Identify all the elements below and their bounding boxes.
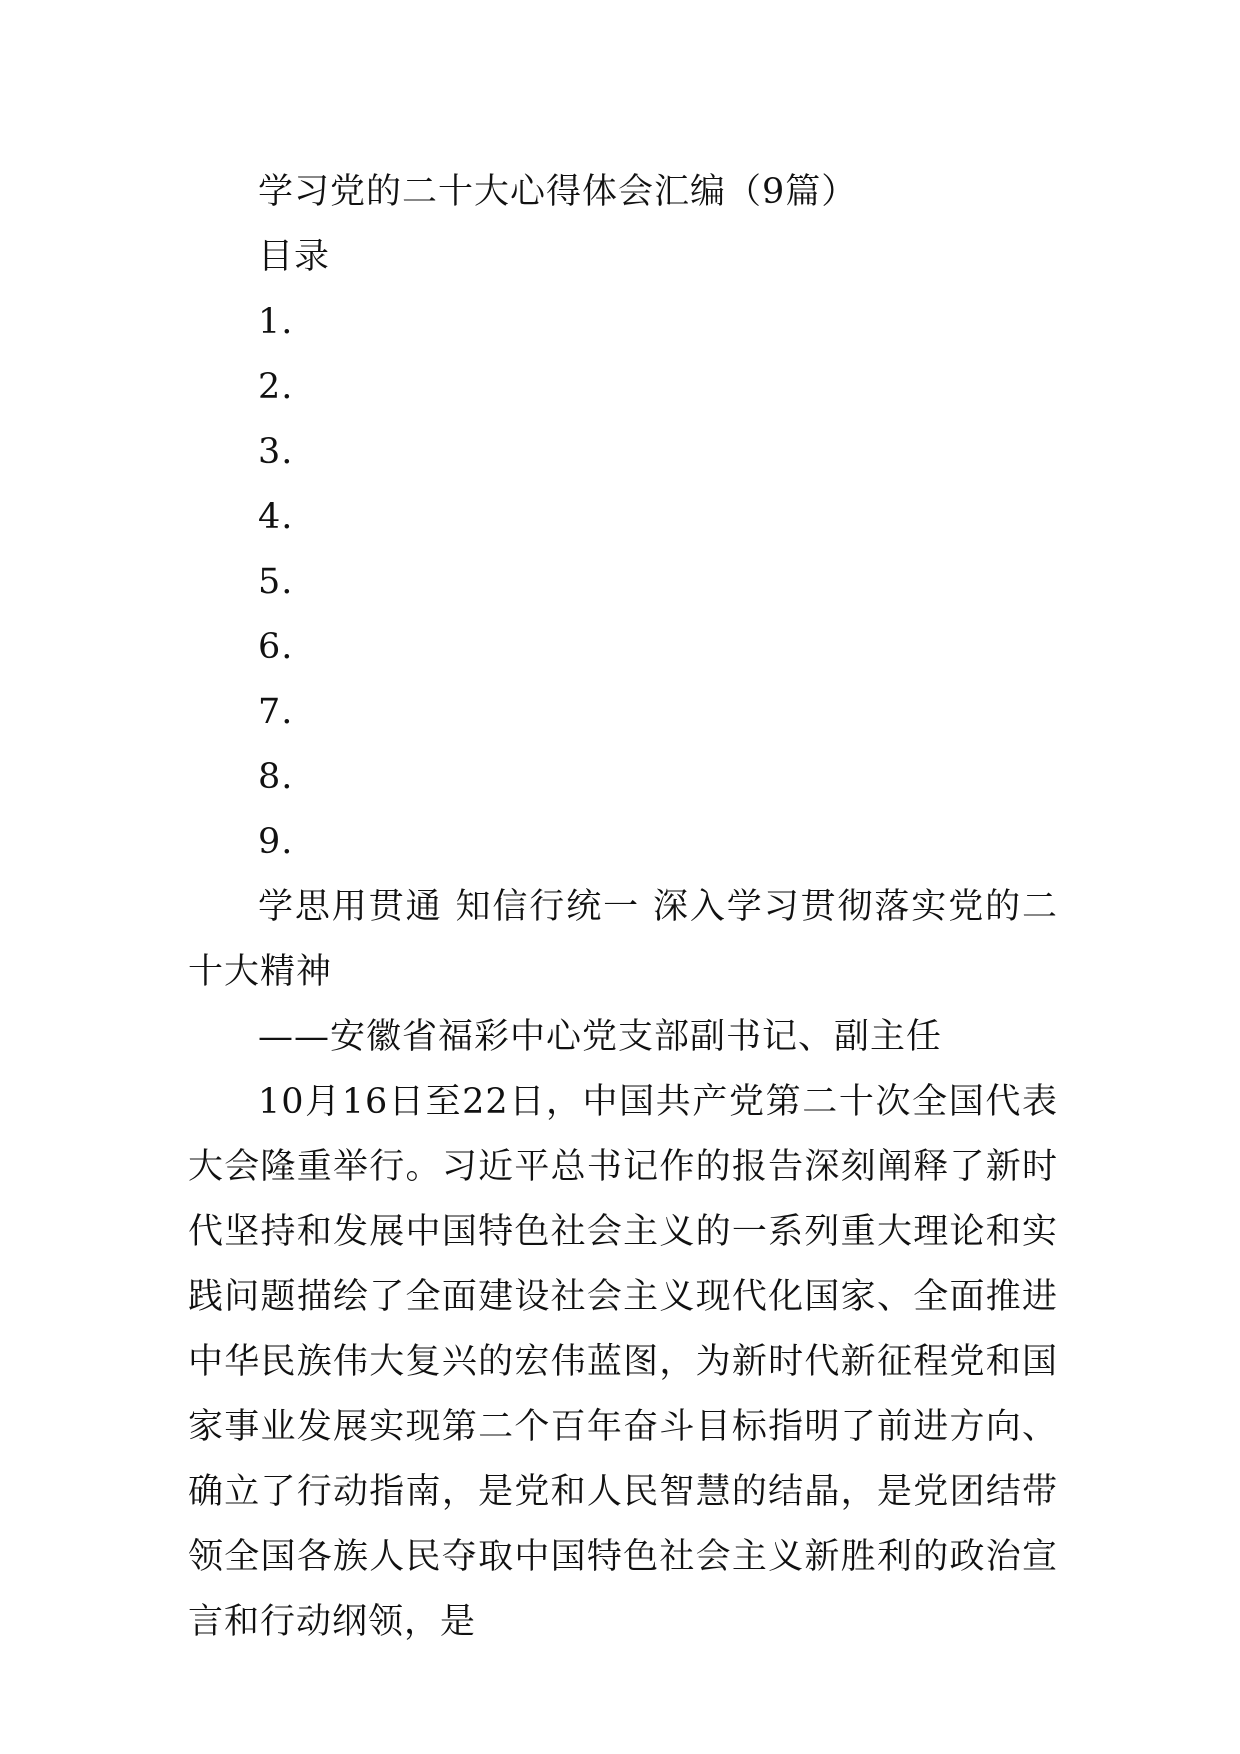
toc-item-6: 6.	[258, 627, 294, 667]
article-body: 10月16日至22日，中国共产党第二十次全国代表大会隆重举行。习近平总书记作的报告深刻阐释了新时代坚持和发展中国特色社会主义的一系列重大理论和实践问题描绘了全面建设社会主义现代化国家、全面推进中华民族伟大复兴的宏伟蓝图，为新时代新征程党和国家事业发展实现第二个百年奋斗目标指明了前进方向、确立了行动指南，是党和人民智慧的结晶，是党团结带领全国各族人民夺取中国特色社会主义新胜利的政治宣言和行动纲领，是	[188, 1082, 1058, 1642]
toc-item-4: 4.	[258, 497, 294, 537]
toc-item-3: 3.	[258, 432, 294, 472]
article-title: 学思用贯通 知信行统一 深入学习贯彻落实党的二十大精神	[188, 887, 1058, 992]
toc-item-1: 1.	[258, 302, 294, 342]
toc-heading: 目录	[258, 237, 331, 277]
toc-item-8: 8.	[258, 757, 294, 797]
toc-item-7: 7.	[258, 692, 294, 732]
toc-item-2: 2.	[258, 367, 294, 407]
document-page	[188, 160, 1058, 1655]
article-byline: ——安徽省福彩中心党支部副书记、副主任	[258, 1017, 943, 1057]
toc-item-9: 9.	[258, 822, 294, 862]
document-title: 学习党的二十大心得体会汇编（9篇）	[258, 172, 858, 212]
toc-item-5: 5.	[258, 562, 294, 602]
